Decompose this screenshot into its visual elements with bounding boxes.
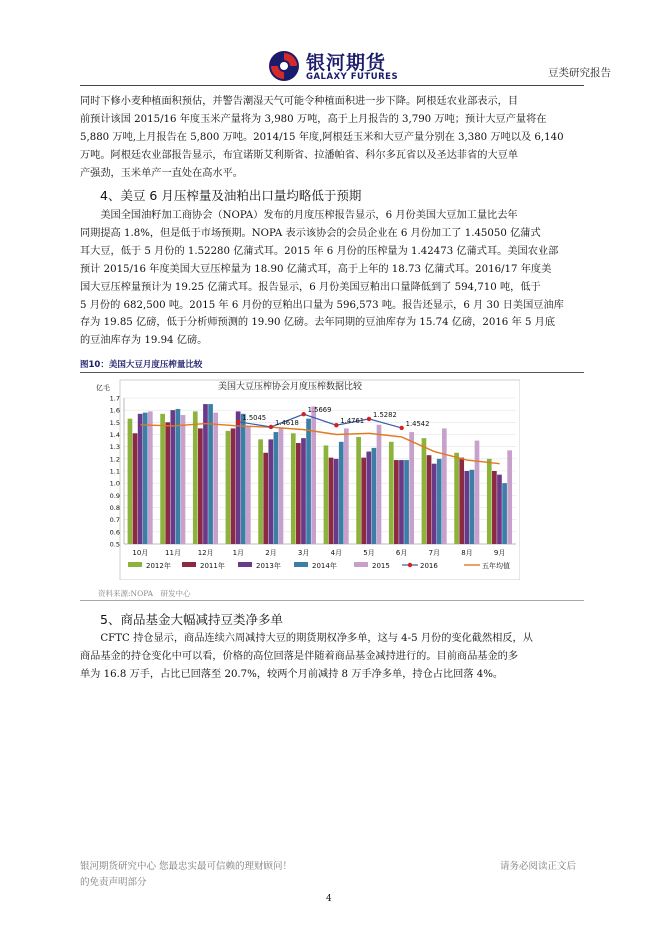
y-tick-label: 1.5 [109, 418, 120, 427]
legend-label: 五年均值 [482, 562, 510, 570]
bar [366, 452, 371, 544]
bar [502, 483, 507, 544]
bar [377, 425, 382, 544]
legend-label: 2012年 [146, 562, 171, 570]
bar [409, 432, 414, 544]
bar [226, 431, 231, 544]
x-tick-label: 2月 [265, 549, 277, 557]
text-line: 产强劲，玉米单产一直处在高水平。 [80, 167, 243, 179]
legend-label: 2016 [420, 562, 438, 570]
x-tick-label: 1月 [232, 549, 245, 557]
data-label-2016: 1.5045 [242, 413, 267, 422]
bar [306, 419, 311, 544]
section-4-heading: 4、美豆 6 月压榨量及油粕出口量均略低于预期 [100, 188, 362, 203]
bar [128, 419, 133, 544]
bar [459, 458, 464, 544]
bar [246, 426, 251, 544]
header-divider [80, 85, 584, 86]
legend-label: 2014年 [312, 562, 337, 570]
x-tick-label: 7月 [428, 549, 441, 557]
bar [148, 411, 153, 544]
page-number: 4 [326, 894, 332, 904]
data-label-2016: 1.4542 [405, 419, 430, 428]
y-tick-label: 1.6 [109, 406, 120, 415]
bar [394, 460, 399, 544]
bar [361, 458, 366, 544]
x-tick-label: 8月 [461, 549, 473, 557]
figure-bottom-rule [80, 600, 584, 601]
bar [339, 442, 344, 544]
bar [372, 448, 377, 544]
bar [170, 410, 175, 544]
bar [492, 471, 497, 544]
y-tick-label: 0.7 [109, 516, 120, 525]
series-2016-marker [269, 425, 273, 429]
series-2016-marker [236, 420, 240, 424]
x-tick-label: 3月 [297, 549, 310, 557]
y-tick-label: 0.9 [109, 491, 120, 500]
footer-right: 请务必阅读正文后 [500, 861, 577, 872]
bar [389, 442, 394, 544]
source-note: 资料来源:NOPA 研发中心 [98, 589, 191, 598]
bar [133, 433, 138, 544]
bar [143, 413, 148, 544]
text-line: 5,880 万吨,上月报告在 5,800 万吨。2014/15 年度,阿根廷玉米和大豆产量分别在 3,380 万吨以及 6,140 [80, 131, 564, 143]
text-line: 前预计该国 2015/16 年度玉米产量将为 3,980 万吨，高于上月报告的 3,790 万吨；预计大豆产量将在 [80, 113, 547, 125]
bar [301, 438, 306, 544]
text-line: 万吨。阿根廷农业部报告显示，布宜诺斯艾利斯省、拉潘帕省、科尔多瓦省以及圣达菲省的大豆单 [80, 149, 519, 161]
x-tick-label: 4月 [330, 549, 343, 557]
bar [241, 414, 246, 544]
x-tick-label: 5月 [363, 549, 375, 557]
data-label-2016: 1.5282 [373, 410, 397, 419]
series-2016-marker [399, 426, 403, 430]
series-2016-marker [367, 417, 371, 421]
bar [311, 407, 316, 544]
footer-left-line1: 银河期货研究中心 您最忠实最可信赖的理财顾问！ [80, 861, 293, 872]
text-line: 同时下修小麦种植面积预估，并警告潮湿天气可能令种植面积进一步下降。阿根廷农业部表示，目 [80, 96, 519, 107]
data-label-2016: 1.4618 [275, 418, 299, 427]
bar [427, 455, 432, 544]
y-tick-label: 1.2 [109, 455, 120, 464]
data-label-2016: 1.4761 [340, 417, 365, 426]
y-tick-label: 1.1 [109, 467, 120, 476]
y-tick-label: 1.4 [109, 431, 120, 439]
bar [181, 415, 186, 544]
x-tick-label: 11月 [165, 549, 181, 557]
text-line: 预计 2015/16 年度美国大豆压榨量为 18.90 亿蒲式耳，高于上年的 18.73 亿蒲式耳。2016/17 年度美 [80, 263, 552, 275]
y-axis-label: 亿毛 [96, 384, 110, 392]
text-line: 5 月份的 682,500 吨。2015 年 6 月份的豆粕出口量为 596,573 吨。报告还显示，6 月 30 日美国豆油库 [80, 299, 564, 311]
bar [497, 475, 502, 544]
bar [258, 439, 263, 544]
bar [279, 428, 284, 544]
legend-swatch [238, 562, 252, 567]
bar [334, 459, 339, 544]
legend-swatch [354, 562, 368, 567]
series-2016-marker [334, 423, 338, 427]
legend-marker [408, 563, 412, 567]
y-tick-label: 1.7 [109, 394, 120, 403]
chart-title: 美国大豆压榨协会月度压榨数据比较 [217, 382, 363, 392]
series-2016-marker [301, 412, 305, 416]
bar [231, 428, 236, 544]
y-tick-label: 0.6 [109, 528, 120, 537]
legend-swatch [128, 562, 142, 567]
y-tick-label: 1.3 [109, 443, 120, 452]
x-tick-label: 12月 [197, 549, 214, 557]
legend-swatch [294, 562, 308, 567]
text-line: 单为 16.8 万手，占比已回落至 20.7%，较两个月前减持 8 万手净多单，持仓占比回落 4%。 [80, 668, 504, 680]
text-line: 的豆油库存为 19.94 亿磅。 [80, 335, 208, 347]
logo-chinese-name: 银河期货 [306, 52, 387, 74]
bar [176, 409, 181, 544]
report-type-label: 豆类研究报告 [548, 67, 611, 79]
bar [208, 404, 213, 544]
text-line: 存为 19.85 亿磅，低于分析师预测的 19.90 亿磅。去年同期的豆油库存为 15.74 亿磅，2016 年 5 月底 [80, 317, 556, 329]
bar [399, 460, 404, 544]
x-tick-label: 9月 [493, 549, 506, 557]
text-line: CFTC 持仓显示，商品连续六周减持大豆的期货期权净多单，这与 4-5 月份的变化截然相反，从 [80, 633, 533, 644]
y-tick-label: 0.8 [109, 504, 120, 512]
section-5-heading: 5、商品基金大幅减持豆类净多单 [100, 612, 283, 627]
text-line: 国大豆压榨量预计为 19.25 亿蒲式耳。报告显示，6 月份美国豆粕出口量降低到了 594,710 吨，低于 [80, 281, 541, 293]
bar [263, 453, 268, 544]
legend-swatch [182, 562, 196, 567]
bar [344, 428, 349, 544]
bar [138, 414, 143, 544]
bar [203, 404, 208, 544]
galaxy-futures-logo-icon [268, 50, 300, 82]
legend-label: 2015 [372, 562, 390, 570]
footer-left-line2: 的免责声明部分 [80, 877, 147, 888]
logo-english-name: GALAXY FUTURES [306, 72, 399, 82]
bar [193, 411, 198, 544]
data-label-2016: 1.5669 [307, 406, 332, 415]
bar [422, 438, 427, 544]
x-tick-label: 6月 [395, 549, 408, 557]
bar [268, 439, 273, 544]
bar [470, 470, 475, 544]
bar [432, 464, 437, 544]
bar [236, 411, 241, 544]
bar [324, 445, 329, 544]
bar [356, 437, 361, 544]
bar [437, 459, 442, 544]
text-line: 美国全国油籽加工商协会（NOPA）发布的月度压榨报告显示，6 月份美国大豆加工量比去年 [80, 210, 518, 221]
bar [198, 428, 203, 544]
bar [507, 450, 512, 544]
bar [274, 432, 279, 544]
bar [475, 441, 480, 544]
bar [442, 428, 447, 544]
x-tick-label: 10月 [132, 549, 149, 557]
bar [464, 471, 469, 544]
text-line: 商品基金的持仓变化中可以看，价格的高位回落是伴随着商品基金减持进行的。目前商品基金的多 [80, 650, 519, 662]
figure-caption: 图10：美国大豆月度压榨量比较 [80, 360, 203, 370]
bar [213, 413, 218, 544]
bar [404, 460, 409, 544]
bar [160, 414, 165, 544]
crush-comparison-chart [90, 376, 520, 580]
bar [329, 458, 334, 544]
text-line: 同期提高 1.8%，但是低于市场预期。NOPA 表示该协会的会员企业在 6 月份加工了 1.45050 亿蒲式 [80, 227, 541, 239]
y-tick-label: 0.5 [109, 540, 120, 549]
bar [487, 459, 492, 544]
legend-label: 2011年 [200, 562, 225, 570]
y-tick-label: 1.0 [109, 479, 120, 488]
paragraph-cftc [80, 630, 584, 684]
bar [296, 443, 301, 544]
bar [291, 433, 296, 544]
bar [454, 453, 459, 544]
paragraph-nopa [80, 207, 584, 350]
text-line: 耳大豆，低于 5 月份的 1.52280 亿蒲式耳。2015 年 6 月份的压榨量为 1.42473 亿蒲式耳。美国农业部 [80, 245, 559, 257]
paragraph-argentina [80, 93, 584, 183]
bar [165, 422, 170, 544]
legend-label: 2013年 [256, 562, 281, 570]
figure-top-rule [80, 372, 584, 373]
